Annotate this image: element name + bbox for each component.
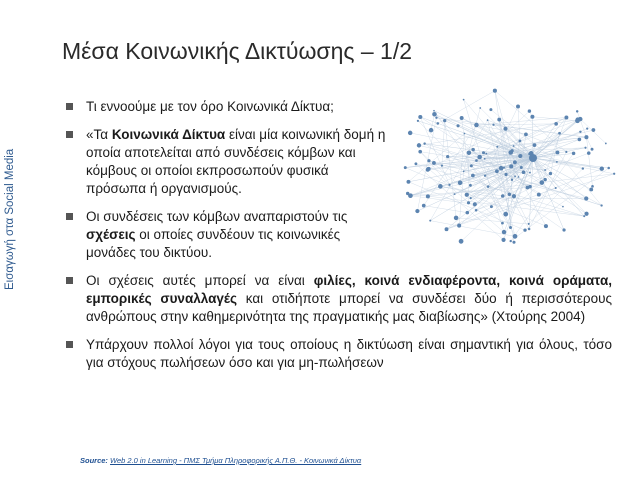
source-note xyxy=(80,456,361,465)
bullet-text: Οι σχέσεις αυτές μπορεί να είναι xyxy=(86,273,314,288)
bullet-text: Υπάρχουν πολλοί λόγοι για τους οποίους η δικτύωση είναι σημαντική για όλους, τόσο για στόχους πωλήσεων όσο και για μη-πωλήσεων xyxy=(86,337,612,370)
sidebar-vertical-label: Εισαγωγή στα Social Media xyxy=(4,148,16,290)
bullet-text: «Τα xyxy=(86,127,112,142)
network-node xyxy=(493,89,497,93)
bullet-item xyxy=(66,336,612,372)
bullet-item xyxy=(66,126,386,198)
bullet-text: Τι εννοούμε με τον όρο Κοινωνικά Δίκτυα; xyxy=(86,99,334,114)
slide-title: Μέσα Κοινωνικής Δικτύωσης – 1/2 xyxy=(62,38,413,64)
bullet-text: οι οποίες συνδέουν τις κοινωνικές μονάδες του δικτύου. xyxy=(86,227,341,260)
bullet-emphasis: φιλίες, κοινά ενδιαφέροντα, κοινά οράματα, εμπορικές συναλλαγές xyxy=(86,273,613,306)
bullet-emphasis: Κοινωνικά Δίκτυα xyxy=(111,127,226,142)
sidebar-bottom-band xyxy=(0,403,47,479)
bullet-emphasis: σχέσεις xyxy=(86,227,136,242)
sidebar xyxy=(0,0,47,479)
bullet-item xyxy=(66,272,612,326)
bullet-text: και οτιδήποτε μπορεί να συνδέσει δύο ή περισσότερους ανθρώπους στην καθημερινότητα της πραγματικής μας διαβίωσης» (Χτούρης 2004) xyxy=(86,291,612,324)
bullet-list xyxy=(66,98,612,382)
bullet-item xyxy=(66,98,386,116)
sidebar-divider xyxy=(47,0,52,479)
sidebar-top-band xyxy=(0,0,47,44)
bullet-text: είναι μία κοινωνική δομή η οποία αποτελείται από συνδέσεις κόμβων και κόμβους οι οποίοι εκπροσωπούν φυσικά πρόσωπα ή οργανισμούς. xyxy=(86,127,386,196)
source-label: Source: xyxy=(80,456,108,465)
bullet-text: Οι συνδέσεις των κόμβων αναπαριστούν τις xyxy=(86,209,348,224)
network-node xyxy=(613,173,615,175)
bullet-item xyxy=(66,208,386,262)
source-link[interactable]: Web 2.0 in Learning - ΠΜΣ Τμήμα Πληροφορικής Α.Π.Θ. - Κοινωνικά Δίκτυα xyxy=(110,456,362,465)
